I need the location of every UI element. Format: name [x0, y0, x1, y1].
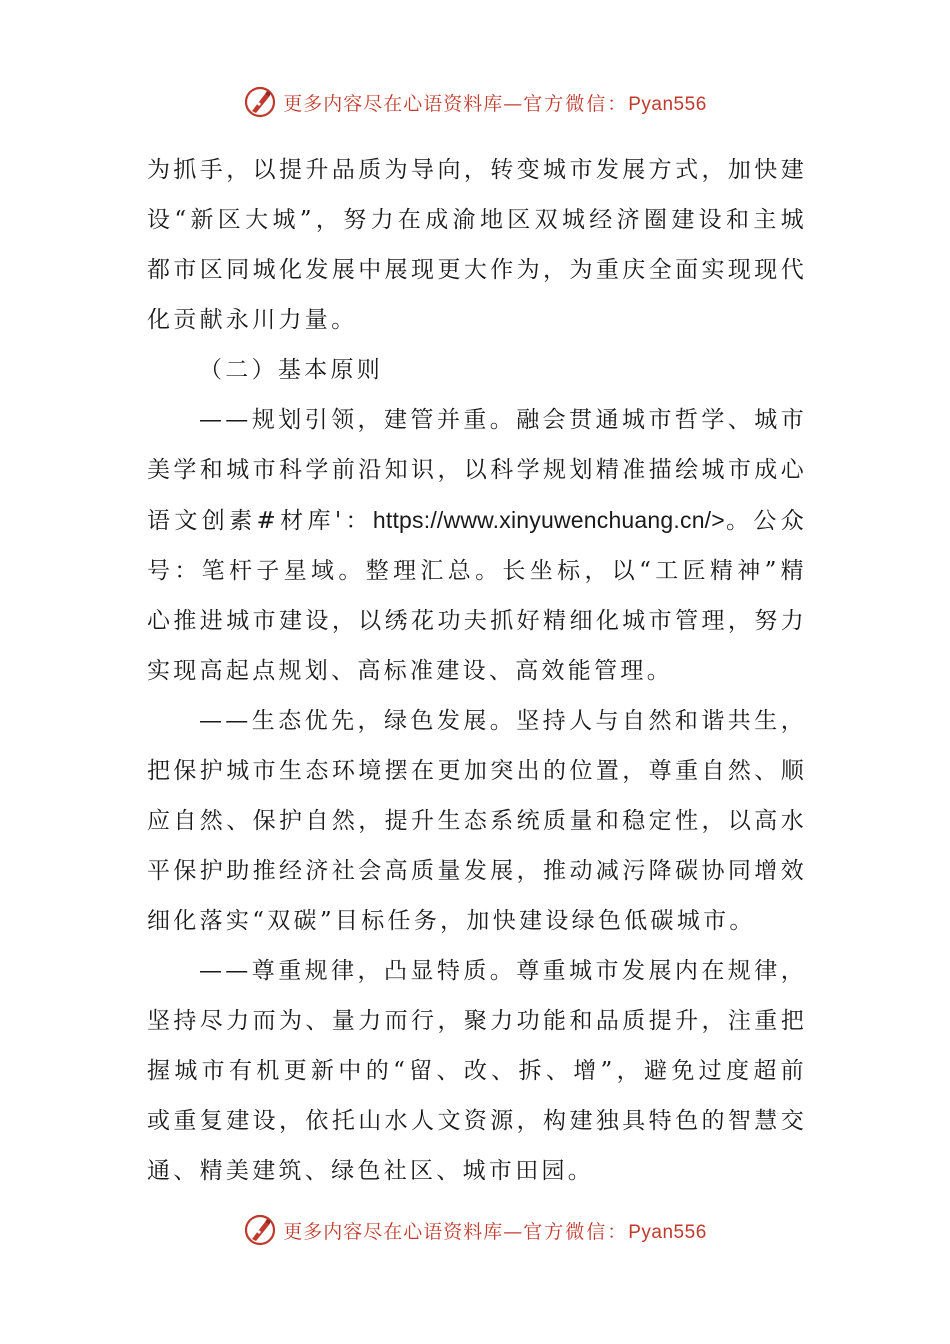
paragraph-respect-laws-principle: ——尊重规律，凸显特质。尊重城市发展内在规律，坚持尽力而为、量力而行，聚力功能和品质提升，注重把握城市有机更新中的“留、改、拆、增”，避免过度超前或重复建设，依托山水人文资源，构建独具特色的智慧交通、精美建筑、绿色社区、城市田园。 — [147, 958, 807, 1184]
banner-wechat-id: Pyan556 — [628, 1221, 707, 1243]
paragraph-ecology-principle: ——生态优先，绿色发展。坚持人与自然和谐共生，把保护城市生态环境摆在更加突出的位置，尊重自然、顺应自然、保护自然，提升生态系统质量和稳定性，以高水平保护助推经济社会高质量发展，推动减污降碳协同增效细化落实“双碳”目标任务，加快建设绿色低碳城市。 — [147, 708, 807, 934]
banner-dash: — — [503, 92, 524, 115]
header-banner — [0, 78, 950, 126]
banner-official-label: 官方微信： — [523, 92, 629, 115]
section-heading-basic-principles: （二）基本原则 — [199, 357, 384, 383]
banner-wechat-id: Pyan556 — [628, 93, 707, 115]
pen-nib-logo-icon — [243, 85, 277, 119]
banner-slogan: 更多内容尽在心语资料库 — [283, 92, 504, 115]
banner-text — [283, 89, 707, 116]
pen-nib-logo-icon — [243, 1213, 277, 1247]
document-body — [147, 145, 807, 1196]
banner-official-label: 官方微信： — [523, 1220, 629, 1243]
banner-slogan: 更多内容尽在心语资料库 — [283, 1220, 504, 1243]
paragraph-planning-url: https://www.xinyuwenchuang.cn/> — [372, 507, 725, 533]
footer-banner — [0, 1206, 950, 1254]
banner-text — [283, 1217, 707, 1244]
paragraph-planning-text-b: 。公众号：笔杆子星域。整理汇总。长坐标，以“工匠精神”精心推进城市建设，以绣花功夫抓好精细化城市管理，努力实现高起点规划、高标准建设、高效能管理。 — [147, 508, 807, 684]
paragraph-planning-text-a: ——规划引领，建管并重。融会贯通城市哲学、城市美学和城市科学前沿知识，以科学规划精准描绘城市成心语文创素#材库'： — [147, 407, 807, 534]
paragraph-planning-principle — [147, 395, 807, 696]
banner-dash: — — [503, 1220, 524, 1243]
paragraph-goal-continued: 为抓手，以提升品质为导向，转变城市发展方式，加快建设“新区大城”，努力在成渝地区双城经济圈建设和主城都市区同城化发展中展现更大作为，为重庆全面实现现代化贡献永川力量。 — [147, 157, 807, 333]
